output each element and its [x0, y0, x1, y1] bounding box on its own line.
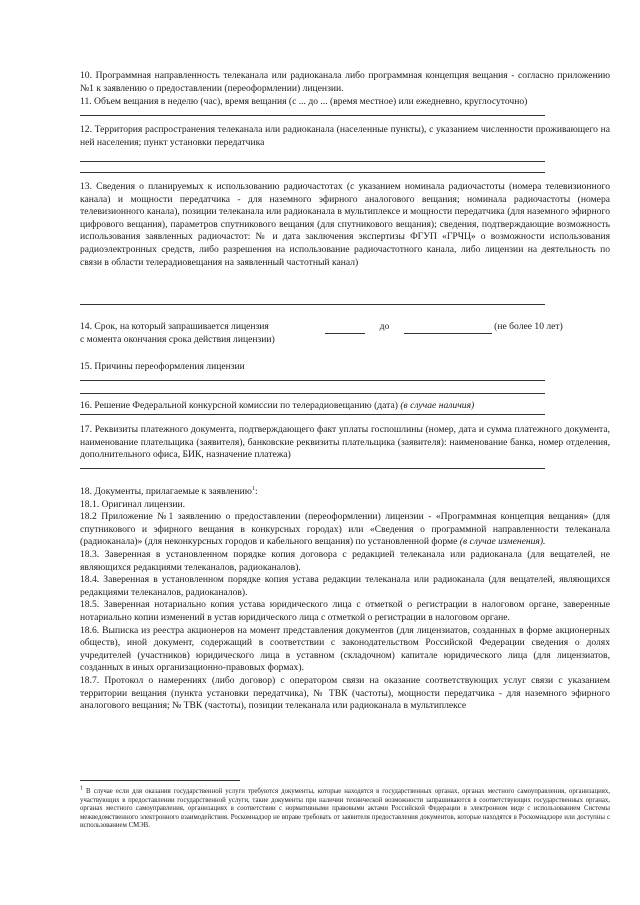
- term-to-blank: [404, 323, 492, 334]
- answer-line-15b: [80, 393, 545, 394]
- item-15-text: 15. Причины переоформления лицензии: [80, 361, 245, 372]
- item-14: [80, 321, 610, 346]
- term-from-blank: [325, 323, 365, 334]
- answer-line-11: [80, 115, 545, 116]
- item-18: 18. Документы, прилагаемые к заявлению$^1$: 18.1. Оригинал лицензии. 18.2 Приложение №1 заявлению о предоставлении (переоформлении) лицензии - «Программная концепция вещания» (для спутникового и эфирного вещания в конкурсных городах) или «Сведения о программной направленности телеканала (радиоканала)» (для неконкурсных городов и кабельного вещания) по установленной форме (в случае изменения). 18.3. Заверенная в установленном порядке копия договора с редакцией телеканала или радиоканала (для вещателей, не являющихся редакциями телеканалов, радиоканалов). 18.4. Заверенная в установленном порядке копия устава редакции телеканала или радиоканала (для вещателей, являющихся редакциями телеканалов, радиоканалов). 18.5. Заверенная нотариально копия устава юридического лица с отметкой о регистрации в налоговом органе, заверенные нотариально копии изменений в устав юридического лица с отметкой о регистрации в налоговом органе. 18.6. Выписка из реестра акционеров на момент представления документов (для лицензиатов, созданных в форме акционерных обществ), иной документ, содержащий в соответствии с законодательством Российской Федерации сведения о долях учредителей (участников) юридического лица в уставном (складочном) капитале юридического лица (для лицензиатов, созданных в иных организационно-правовых формах). 18.7. Протокол о намерениях (либо договор) с оператором связи на оказание соответствующих услуг связи с указанием территории вещания (пункта установки передатчика), № ТВК (частоты), мощности передатчика - для наземного эфирного аналогового вещания; № ТВК (частоты), позиции телеканала или радиоканала в мультиплексе: [80, 485, 610, 712]
- item-18-text: 18. Документы, прилагаемые к заявлению: [80, 486, 252, 497]
- answer-line-12a: [80, 161, 545, 162]
- item-17: [80, 424, 610, 462]
- item-18-2: 18.2 Приложение №1 заявлению о предоставлении (переоформлении) лицензии - «Программная концепция вещания» (для спутникового и эфирного вещания в конкурсных городах) или «Сведения о программной направленности телеканала (радиоканала)» (для неконкурсных городов и кабельного вещания) по установленной форме: [80, 511, 610, 548]
- footnote-mark: 1: [80, 785, 83, 792]
- item-18-1: 18.1. Оригинал лицензии.: [80, 498, 186, 510]
- answer-line-17: [80, 468, 545, 469]
- item-10-text: 10. Программная направленность телеканала или радиоканала либо программная концепция вещания - согласно приложению №1 к заявлению о предоставлении (переоформлении) лицензии.: [80, 70, 610, 94]
- term-to-label: до: [379, 321, 390, 332]
- item-13: [80, 181, 610, 269]
- item-18-5: 18.5. Заверенная нотариально копия устава юридического лица с отметкой о регистрации в налоговом органе, заверенные нотариально копии изменений в устав юридического лица с отметкой о регистрации в налоговом органе.: [80, 599, 610, 623]
- answer-line-12b: [80, 172, 545, 173]
- footnote: [80, 785, 610, 831]
- item-18-6: 18.6. Выписка из реестра акционеров на момент представления документов (для лицензиатов, созданных в форме акционерных обществ), иной документ, содержащий в соответствии с законодательством Российской Федерации сведения о долях учредителей (участников) юридического лица в уставном (складочном) капитале юридического лица (для лицензиатов, созданных в иных организационно-правовых формах).: [80, 624, 610, 674]
- footnote-ref: 1: [251, 485, 255, 492]
- item-17-text: 17. Реквизиты платежного документа, подтверждающего факт уплаты госпошлины (номер, дата и сумма платежного документа, наименование плательщика (заявителя), банковские реквизиты плательщика (заявителя): наименование банка, номер отделения, дополнительного офиса, БИК, назначение платежа): [80, 424, 610, 461]
- footnote-separator: [80, 780, 240, 781]
- item-16-text: 16. Решение Федеральной конкурсной комиссии по телерадиовещанию (дата): [80, 400, 398, 411]
- term-limit-note: (не более 10 лет): [494, 321, 563, 332]
- item-12: [80, 124, 610, 149]
- item-18-2-note: (в случае изменения).: [459, 536, 546, 548]
- item-14-text-2: с момента окончания срока действия лицензии): [80, 333, 275, 345]
- answer-line-15a: [80, 380, 545, 381]
- footnote-text: В случае если для оказания государственной услуги требуются документы, которые находятся в государственных органах, органах местного самоуправления, организациях, участвующих в предоставлении государственной услуги, такие документы при наличии технической возможности запрашиваются в соответствующих государственных органах, органах местного самоуправления, организациях в соответствии с нормативными правовыми актами Российской Федерации в электронном виде с использованием Системы межведомственного электронного взаимодействия. Роскомнадзор не вправе требовать от заявителя предоставления документов, которые находятся в Роскомнадзоре или доступны с использованием СМЭВ.: [80, 788, 610, 830]
- item-12-text: 12. Территория распространения телеканала или радиоканала (населенные пункты), с указанием численности проживающего на ней населения; пункт установки передатчика: [80, 124, 610, 148]
- item-18-3: 18.3. Заверенная в установленном порядке копия договора с редакцией телеканала или радиоканала (для вещателей, не являющихся редакциями телеканалов, радиоканалов).: [80, 548, 610, 573]
- item-11: [80, 96, 610, 109]
- item-11-text: 11. Объем вещания в неделю (час), время вещания (с ... до ... (время местное) или ежедневно, круглосуточно): [80, 96, 528, 107]
- answer-line-16: [80, 414, 545, 415]
- item-14-text: 14. Срок, на который запрашивается лицензия: [80, 321, 269, 332]
- item-18-4: 18.4. Заверенная в установленном порядке копия устава редакции телеканала или радиоканала (для вещателей, являющихся редакциями телеканалов, радиоканалов).: [80, 574, 610, 598]
- item-15: [80, 361, 610, 374]
- answer-line-13: [80, 304, 545, 305]
- item-13-text: 13. Сведения о планируемых к использованию радиочастотах (с указанием номинала радиочастоты (номера телевизионного канала) и мощности передатчика - для наземного эфирного аналогового вещания; номинала радиочастоты (номера телевизионного канала), позиции телеканала или радиоканала в мультиплексе и мощности передатчика (для наземного эфирного цифрового вещания), параметров спутникового вещания (для спутникового вещания); сведения, подтверждающие возможность использования заявленных радиочастот: № и дата заключения экспертизы ФГУП «ГРЧЦ» о возможности использования радиоэлектронных средств, либо разрешения на использование радиочастотного канала, либо лицензии на деятельность по связи в области телерадиовещания на заявленный частотный канал): [80, 181, 610, 268]
- item-18-7: 18.7. Протокол о намерениях (либо договор) с оператором связи на оказание соответствующих услуг связи с указанием территории вещания (пункта установки передатчика), № ТВК (частоты), мощности передатчика - для наземного эфирного аналогового вещания; № ТВК (частоты), позиции телеканала или радиоканала в мультиплексе: [80, 674, 610, 712]
- item-16-note: (в случае наличия): [400, 400, 475, 411]
- item-10: [80, 70, 610, 95]
- item-16: [80, 400, 610, 413]
